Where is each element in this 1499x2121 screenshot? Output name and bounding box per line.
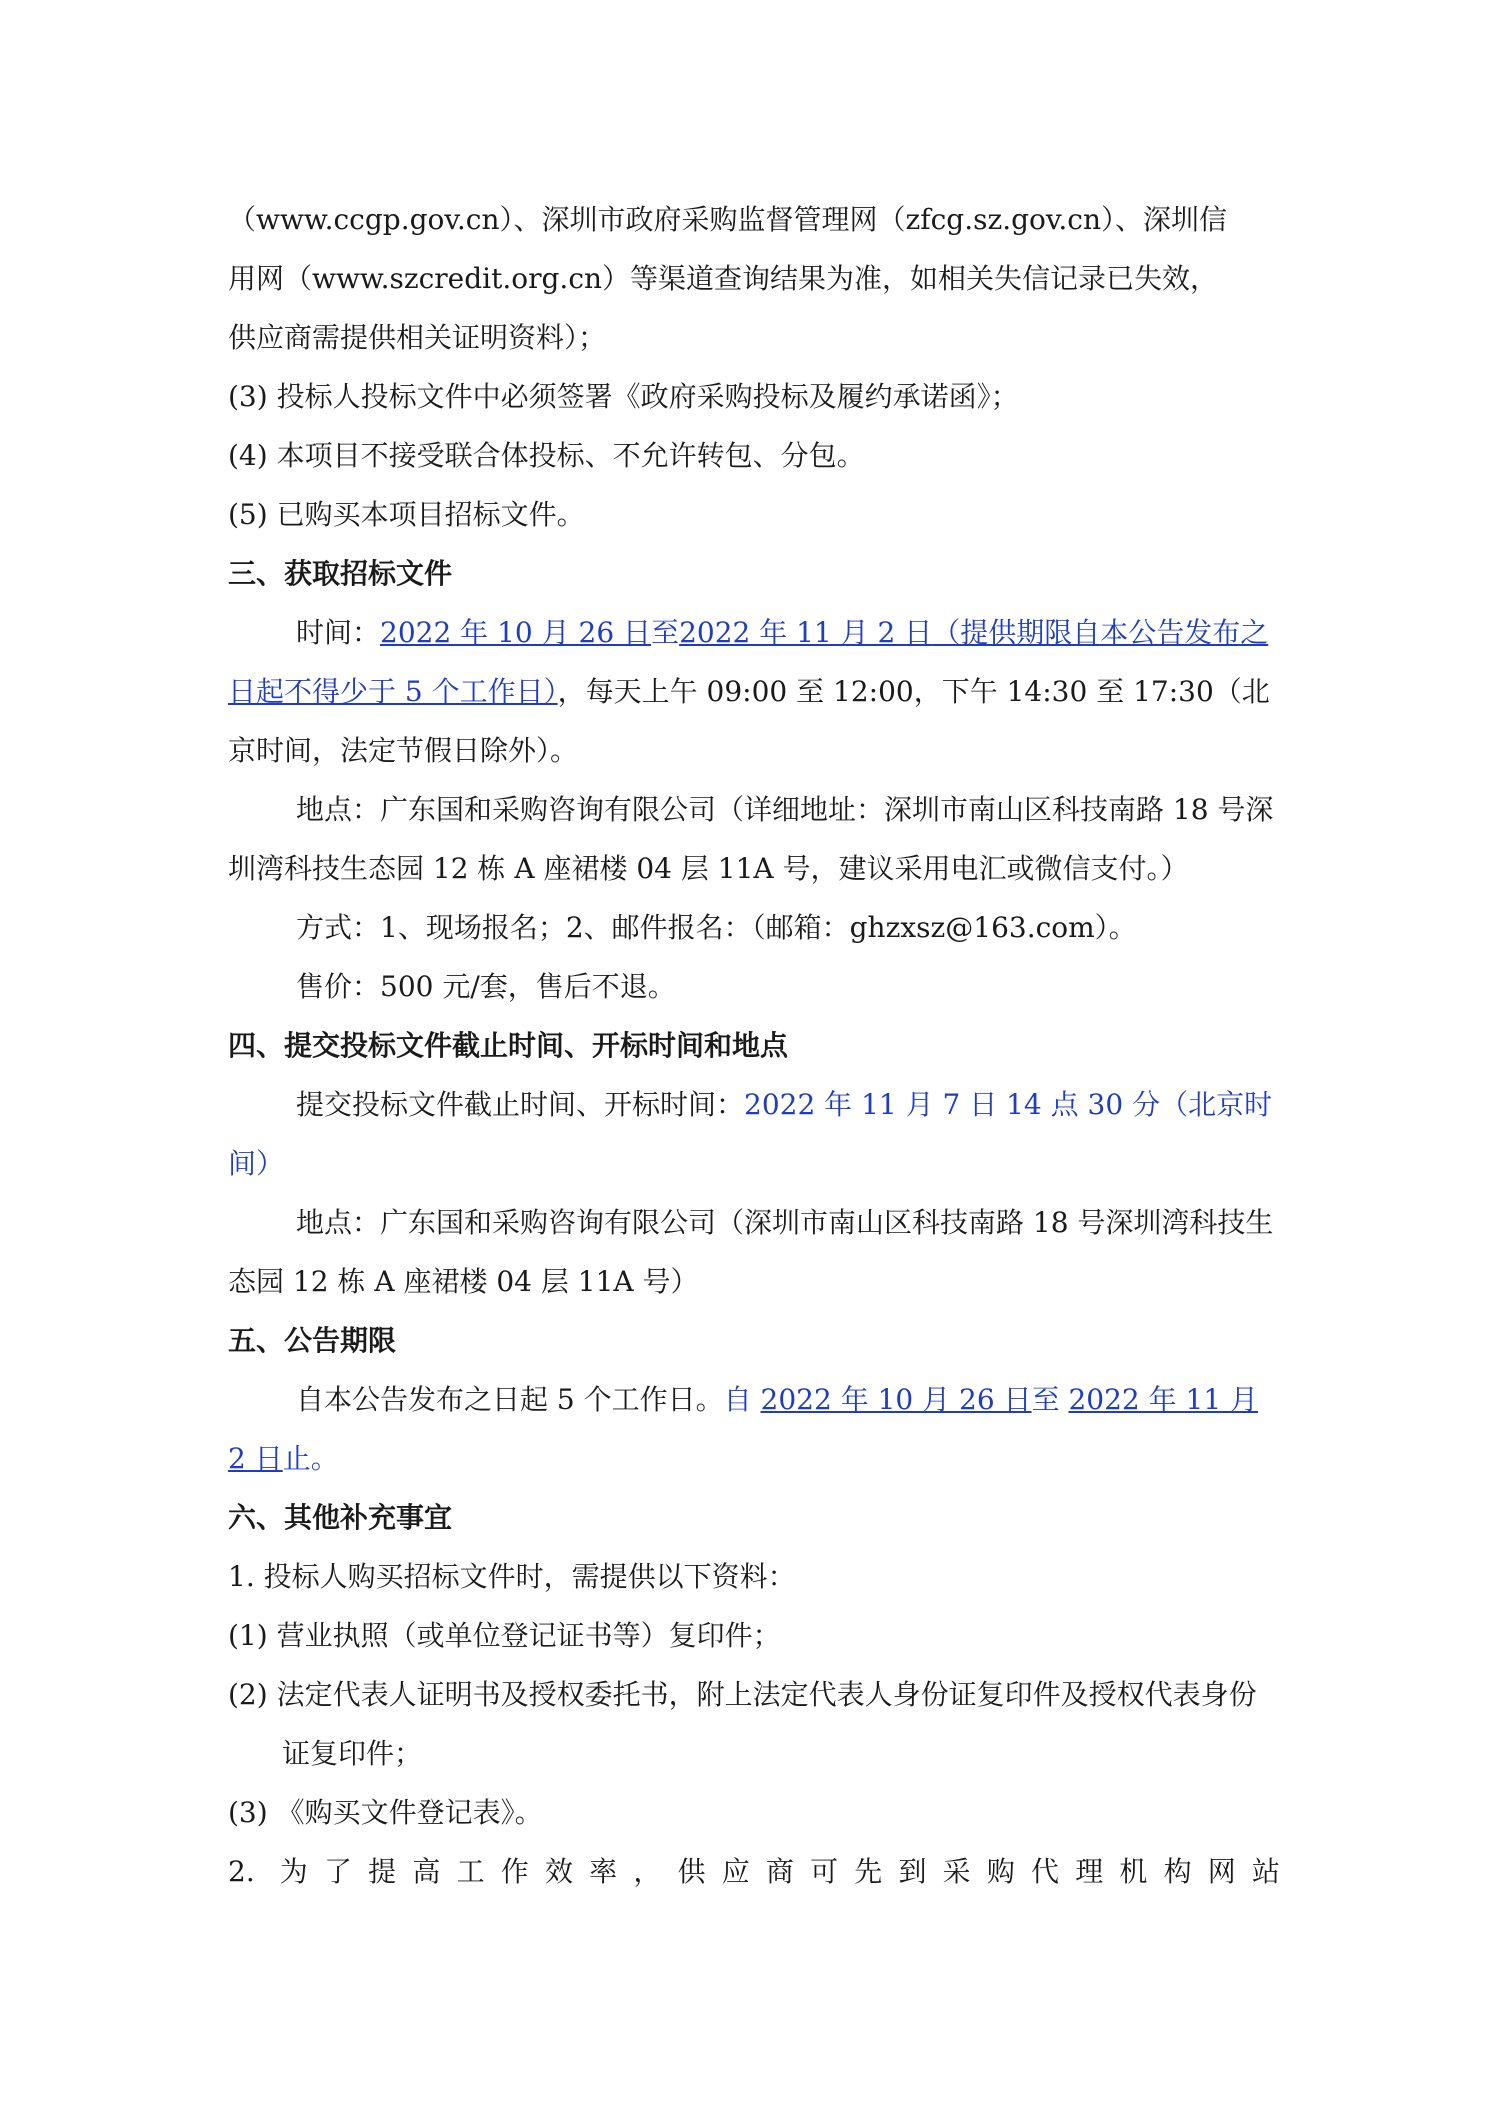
- section-3-heading: 三、获取招标文件: [228, 557, 453, 590]
- period-end-date: 2022 年 11 月 2 日: [228, 1383, 1259, 1475]
- section-6-sub-2: (2) 法定代表人证明书及授权委托书，附上法定代表人身份证复印件及授权代表身份证复印件；: [228, 1678, 1257, 1770]
- section-6-heading: 六、其他补充事宜: [228, 1501, 453, 1534]
- requirement-item-4: (4) 本项目不接受联合体投标、不允许转包、分包。: [228, 439, 865, 472]
- period-start-date: 2022 年 10 月 26 日: [760, 1383, 1032, 1416]
- period-stop: 止。: [282, 1442, 339, 1475]
- section-6-sub-3: (3) 《购买文件登记表》。: [228, 1796, 543, 1829]
- section-6-item-2: 2. 为了提高工作效率，供应商可先到采购代理机构网站: [228, 1855, 1280, 1888]
- section-4-heading: 四、提交投标文件截止时间、开标时间和地点: [228, 1029, 789, 1062]
- time-note: （提供期限自本公告发布之日起不得少于 5 个工作日）: [228, 616, 1269, 708]
- section-5-text: [228, 1370, 1280, 1488]
- period-to: 至: [1031, 1383, 1069, 1416]
- section-6-item-1: 1. 投标人购买招标文件时，需提供以下资料：: [228, 1560, 796, 1593]
- credit-query-line-2: 用网（www.szcredit.org.cn）等渠道查询结果为准，如相关失信记录已失效，: [228, 262, 1219, 295]
- requirement-item-3: (3) 投标人投标文件中必须签署《政府采购投标及履约承诺函》；: [228, 380, 1019, 413]
- section-5-heading: 五、公告期限: [228, 1324, 397, 1357]
- time-start-date: 2022 年 10 月 26 日: [380, 616, 652, 649]
- deadline-label: 提交投标文件截止时间、开标时间：: [296, 1088, 745, 1121]
- requirement-item-5: (5) 已购买本项目招标文件。: [228, 498, 585, 531]
- time-end-date: 2022 年 11 月 2 日: [679, 616, 933, 649]
- time-to: 至: [651, 616, 680, 649]
- document-body: [228, 190, 1280, 1901]
- section-6-sub-1: (1) 营业执照（或单位登记证书等）复印件；: [228, 1619, 781, 1652]
- time-label: 时间：: [296, 616, 381, 649]
- section-3-place: 地点：广东国和采购咨询有限公司（详细地址：深圳市南山区科技南路 18 号深圳湾科技生态园 12 栋 A 座裙楼 04 层 11A 号，建议采用电汇或微信支付。）: [228, 793, 1274, 885]
- credit-query-line-3: 供应商需提供相关证明资料）；: [228, 321, 607, 354]
- section-4-deadline: [228, 1075, 1280, 1193]
- period-text: 自本公告发布之日起 5 个工作日。: [296, 1383, 724, 1416]
- time-rest: ，每天上午 09:00 至 12:00，下午 14:30 至 17:30（北京时间，法定节假日除外）。: [228, 675, 1270, 767]
- section-4-place: 地点：广东国和采购咨询有限公司（深圳市南山区科技南路 18 号深圳湾科技生态园 12 栋 A 座裙楼 04 层 11A 号）: [228, 1206, 1274, 1298]
- credit-query-line-1: （www.ccgp.gov.cn）、深圳市政府采购监督管理网（zfcg.sz.gov.cn）、深圳信: [228, 203, 1228, 236]
- period-from: 自: [723, 1383, 761, 1416]
- section-3-price: 售价：500 元/套，售后不退。: [296, 970, 676, 1003]
- deadline-value: 2022 年 11 月 7 日 14 点 30 分（北京时间）: [228, 1088, 1273, 1180]
- section-3-method: 方式：1、现场报名；2、邮件报名：（邮箱：ghzxsz@163.com）。: [296, 911, 1137, 944]
- section-3-time: [228, 603, 1280, 780]
